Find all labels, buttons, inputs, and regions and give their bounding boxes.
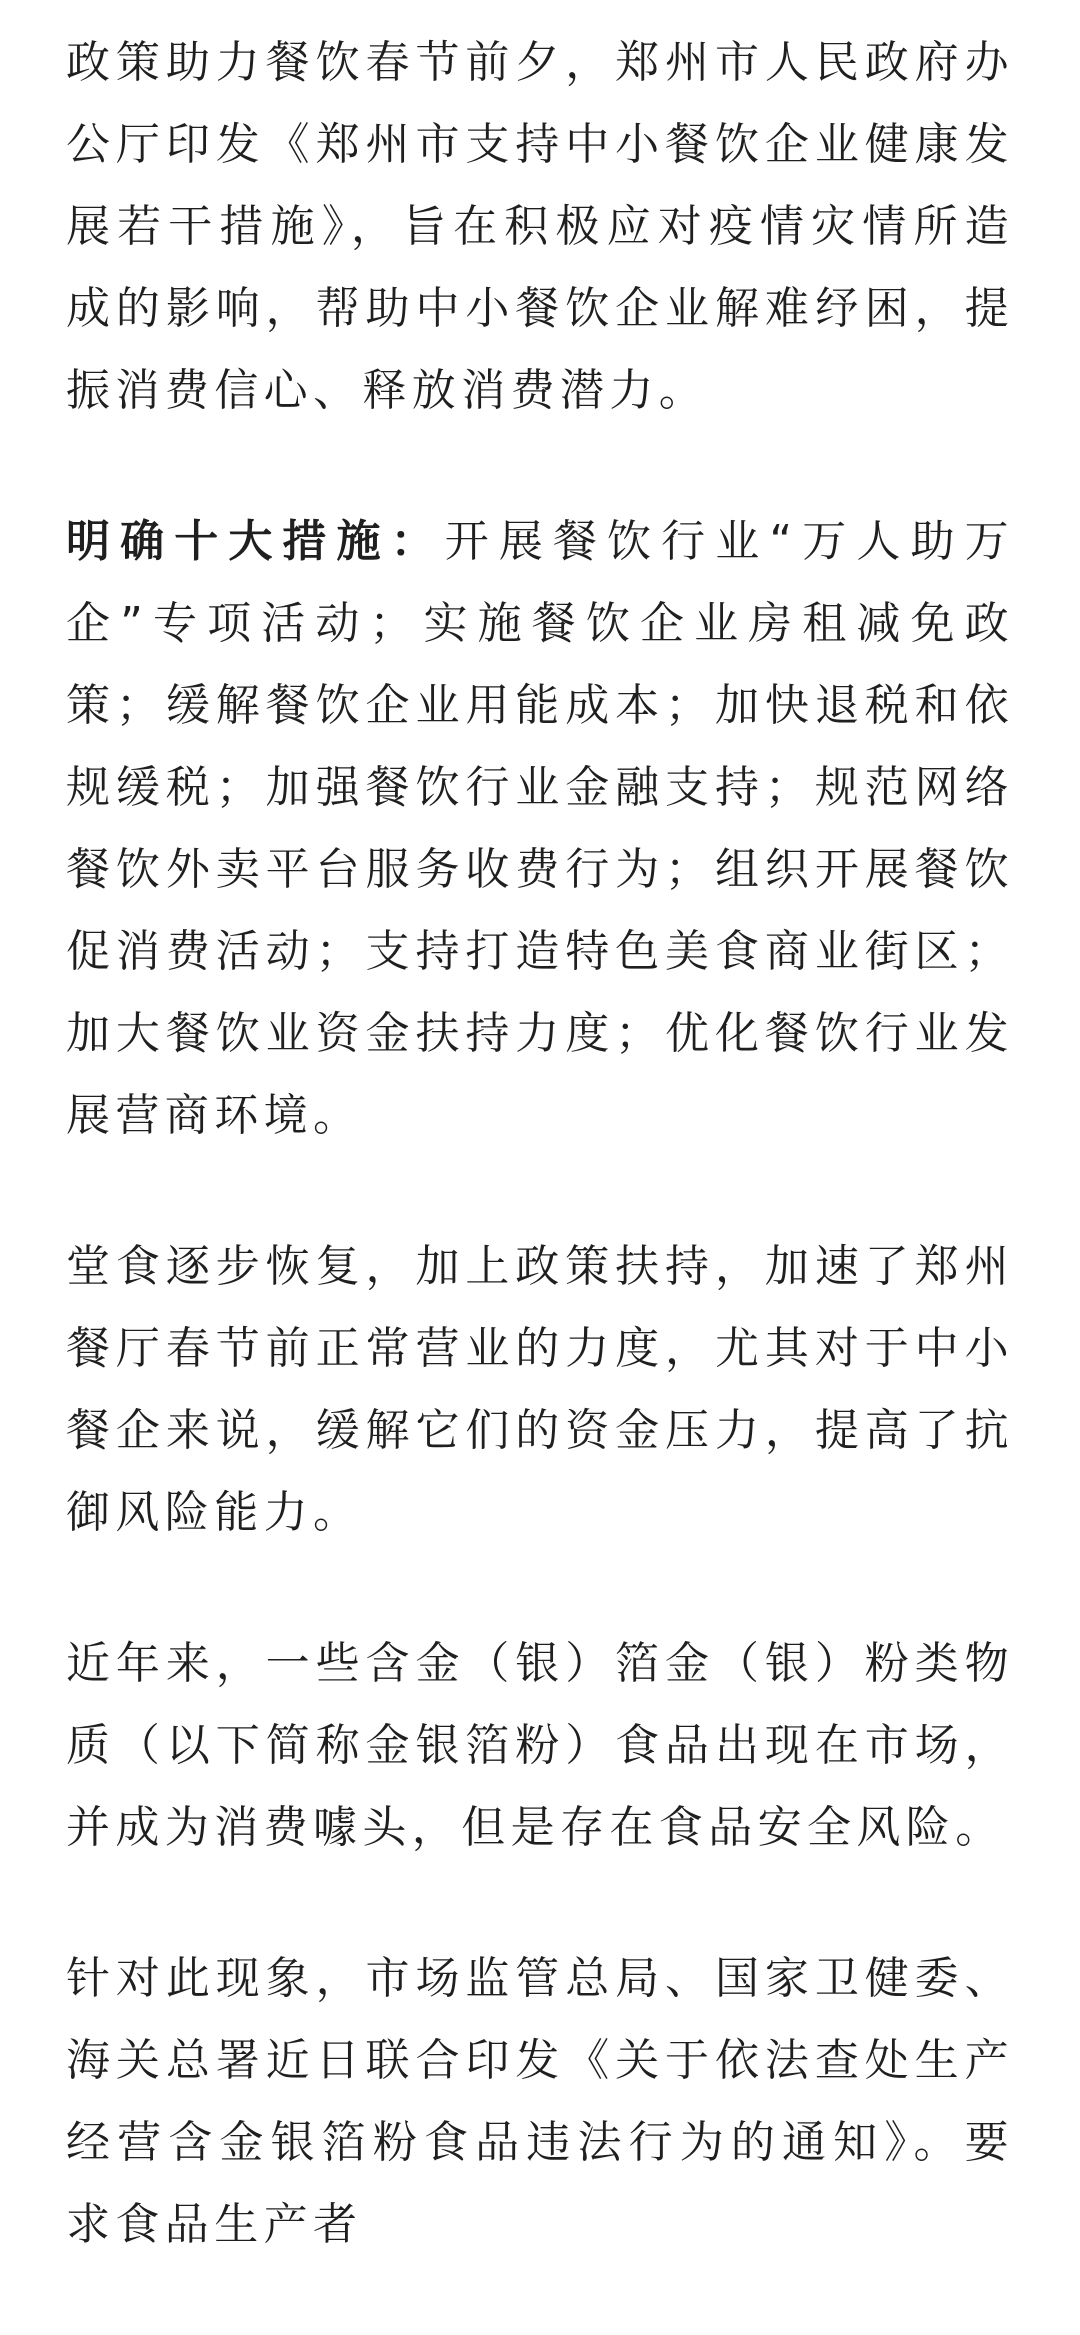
paragraph-lead: 明确十大措施： bbox=[66, 516, 445, 567]
article-body bbox=[66, 22, 1014, 2335]
paragraph-text: 开展餐饮行业“万人助万企”专项活动；实施餐饮企业房租减免政策；缓解餐饮企业用能成本；加快退税和依规缓税；加强餐饮行业金融支持；规范网络餐饮外卖平台服务收费行为；组织开展餐饮促消费活动；支持打造特色美食商业街区；加大餐饮业资金扶持力度；优化餐饮行业发展营商环境。 bbox=[66, 516, 1014, 1141]
paragraph-ten-measures bbox=[66, 501, 1014, 1157]
paragraph-text: 针对此现象，市场监管总局、国家卫健委、海关总署近日联合印发《关于依法查处生产经营含金银箔粉食品违法行为的通知》。要求食品生产者 bbox=[66, 1953, 1014, 2250]
paragraph-policy-intro bbox=[66, 22, 1014, 432]
paragraph-text: 堂食逐步恢复，加上政策扶持，加速了郑州餐厅春节前正常营业的力度，尤其对于中小餐企来说，缓解它们的资金压力，提高了抗御风险能力。 bbox=[66, 1241, 1014, 1538]
paragraph-text: 政策助力餐饮春节前夕，郑州市人民政府办公厅印发《郑州市支持中小餐饮企业健康发展若干措施》，旨在积极应对疫情灾情所造成的影响，帮助中小餐饮企业解难纾困，提振消费信心、释放消费潜力。 bbox=[66, 37, 1014, 416]
paragraph-text: 近年来，一些含金（银）箔金（银）粉类物质（以下简称金银箔粉）食品出现在市场，并成为消费噱头，但是存在食品安全风险。 bbox=[66, 1638, 1014, 1853]
paragraph-regulation-notice bbox=[66, 1938, 1014, 2266]
paragraph-gold-foil-food bbox=[66, 1623, 1014, 1869]
paragraph-dine-in-recovery bbox=[66, 1226, 1014, 1554]
